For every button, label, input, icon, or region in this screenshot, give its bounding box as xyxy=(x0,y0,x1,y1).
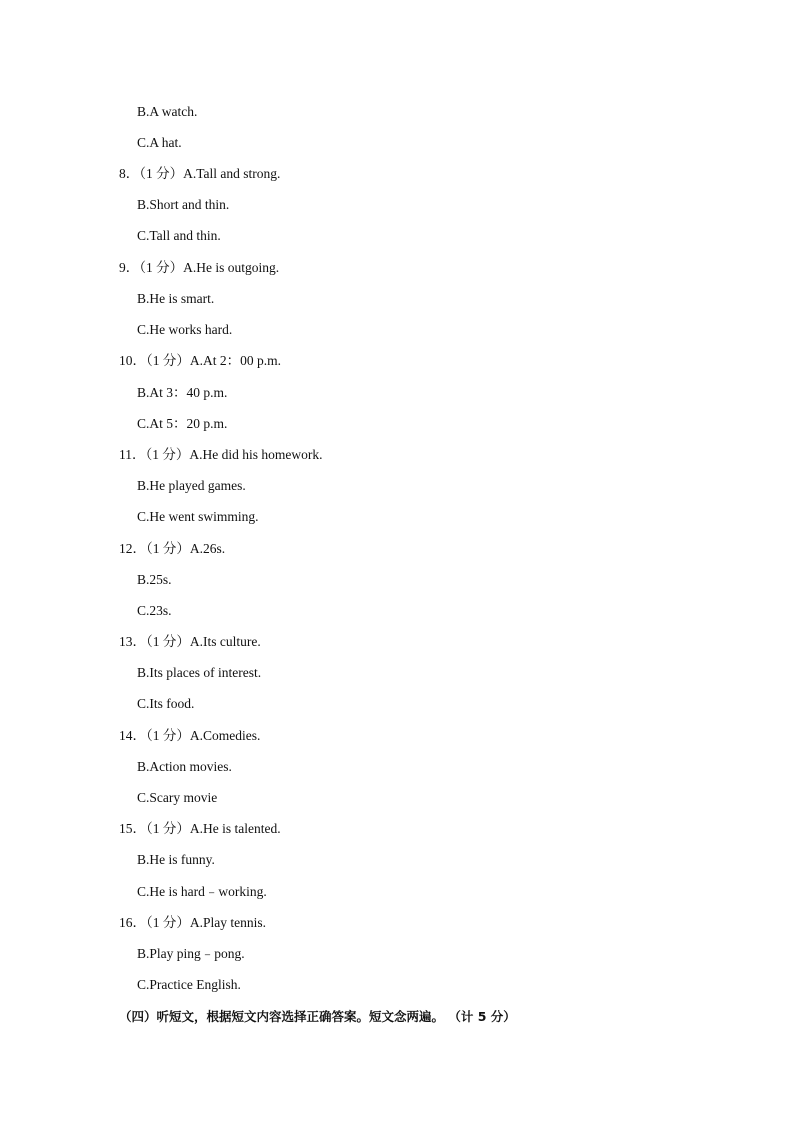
question-number: 10． xyxy=(119,353,146,368)
section-heading: （四）听短文，根据短文内容选择正确答案。短文念两遍。 （计 5 分） xyxy=(119,1009,516,1024)
option-a: A.Play tennis. xyxy=(189,915,266,930)
option-16c: C.Practice English. xyxy=(137,977,241,992)
option-11c: C.He went swimming. xyxy=(137,509,259,524)
question-11 xyxy=(119,447,322,463)
option-13c: C.Its food. xyxy=(137,696,195,711)
question-number: 14． xyxy=(119,728,146,743)
option-10b: B.At 3：40 p.m. xyxy=(137,385,228,400)
option-8c: C.Tall and thin. xyxy=(137,228,221,243)
question-score: （1 分） xyxy=(139,166,184,181)
question-10 xyxy=(119,353,281,369)
option-a: A.Tall and strong. xyxy=(183,166,281,181)
question-number: 11． xyxy=(119,447,146,462)
option-a: A.26s. xyxy=(189,541,226,556)
option-12b: B.25s. xyxy=(137,572,172,587)
option-14b: B.Action movies. xyxy=(137,759,232,774)
option-7c: C.A hat. xyxy=(137,135,182,150)
option-a: A.He did his homework. xyxy=(189,447,323,462)
option-a: A.He is outgoing. xyxy=(183,260,280,275)
option-12c: C.23s. xyxy=(137,603,172,618)
option-11b: B.He played games. xyxy=(137,478,246,493)
question-13 xyxy=(119,634,261,650)
question-number: 13． xyxy=(119,634,146,649)
question-score: （1 分） xyxy=(146,728,190,743)
option-7b: B.A watch. xyxy=(137,104,198,119)
question-number: 12． xyxy=(119,541,146,556)
question-12 xyxy=(119,541,225,557)
question-number: 15． xyxy=(119,821,146,836)
option-9b: B.He is smart. xyxy=(137,291,215,306)
option-8b: B.Short and thin. xyxy=(137,197,230,212)
question-score: （1 分） xyxy=(145,447,190,462)
option-13b: B.Its places of interest. xyxy=(137,665,262,680)
question-score: （1 分） xyxy=(146,353,190,368)
question-16 xyxy=(119,915,266,931)
question-number: 9． xyxy=(119,260,140,275)
question-number: 8． xyxy=(119,166,140,181)
option-14c: C.Scary movie xyxy=(137,790,218,805)
question-8 xyxy=(119,166,280,182)
option-a: A.Comedies. xyxy=(189,728,261,743)
option-a: A.At 2：00 p.m. xyxy=(189,353,281,368)
option-a: A.Its culture. xyxy=(189,634,261,649)
option-10c: C.At 5：20 p.m. xyxy=(137,416,228,431)
question-number: 16． xyxy=(119,915,146,930)
question-score: （1 分） xyxy=(146,821,190,836)
option-a: A.He is talented. xyxy=(189,821,281,836)
option-16b: B.Play ping﹣pong. xyxy=(137,946,245,961)
question-9 xyxy=(119,260,279,276)
question-score: （1 分） xyxy=(146,915,190,930)
option-15b: B.He is funny. xyxy=(137,852,215,867)
question-15 xyxy=(119,821,281,837)
question-score: （1 分） xyxy=(146,634,190,649)
question-score: （1 分） xyxy=(146,541,190,556)
question-14 xyxy=(119,728,260,744)
option-15c: C.He is hard﹣working. xyxy=(137,884,267,899)
option-9c: C.He works hard. xyxy=(137,322,233,337)
question-score: （1 分） xyxy=(139,260,184,275)
